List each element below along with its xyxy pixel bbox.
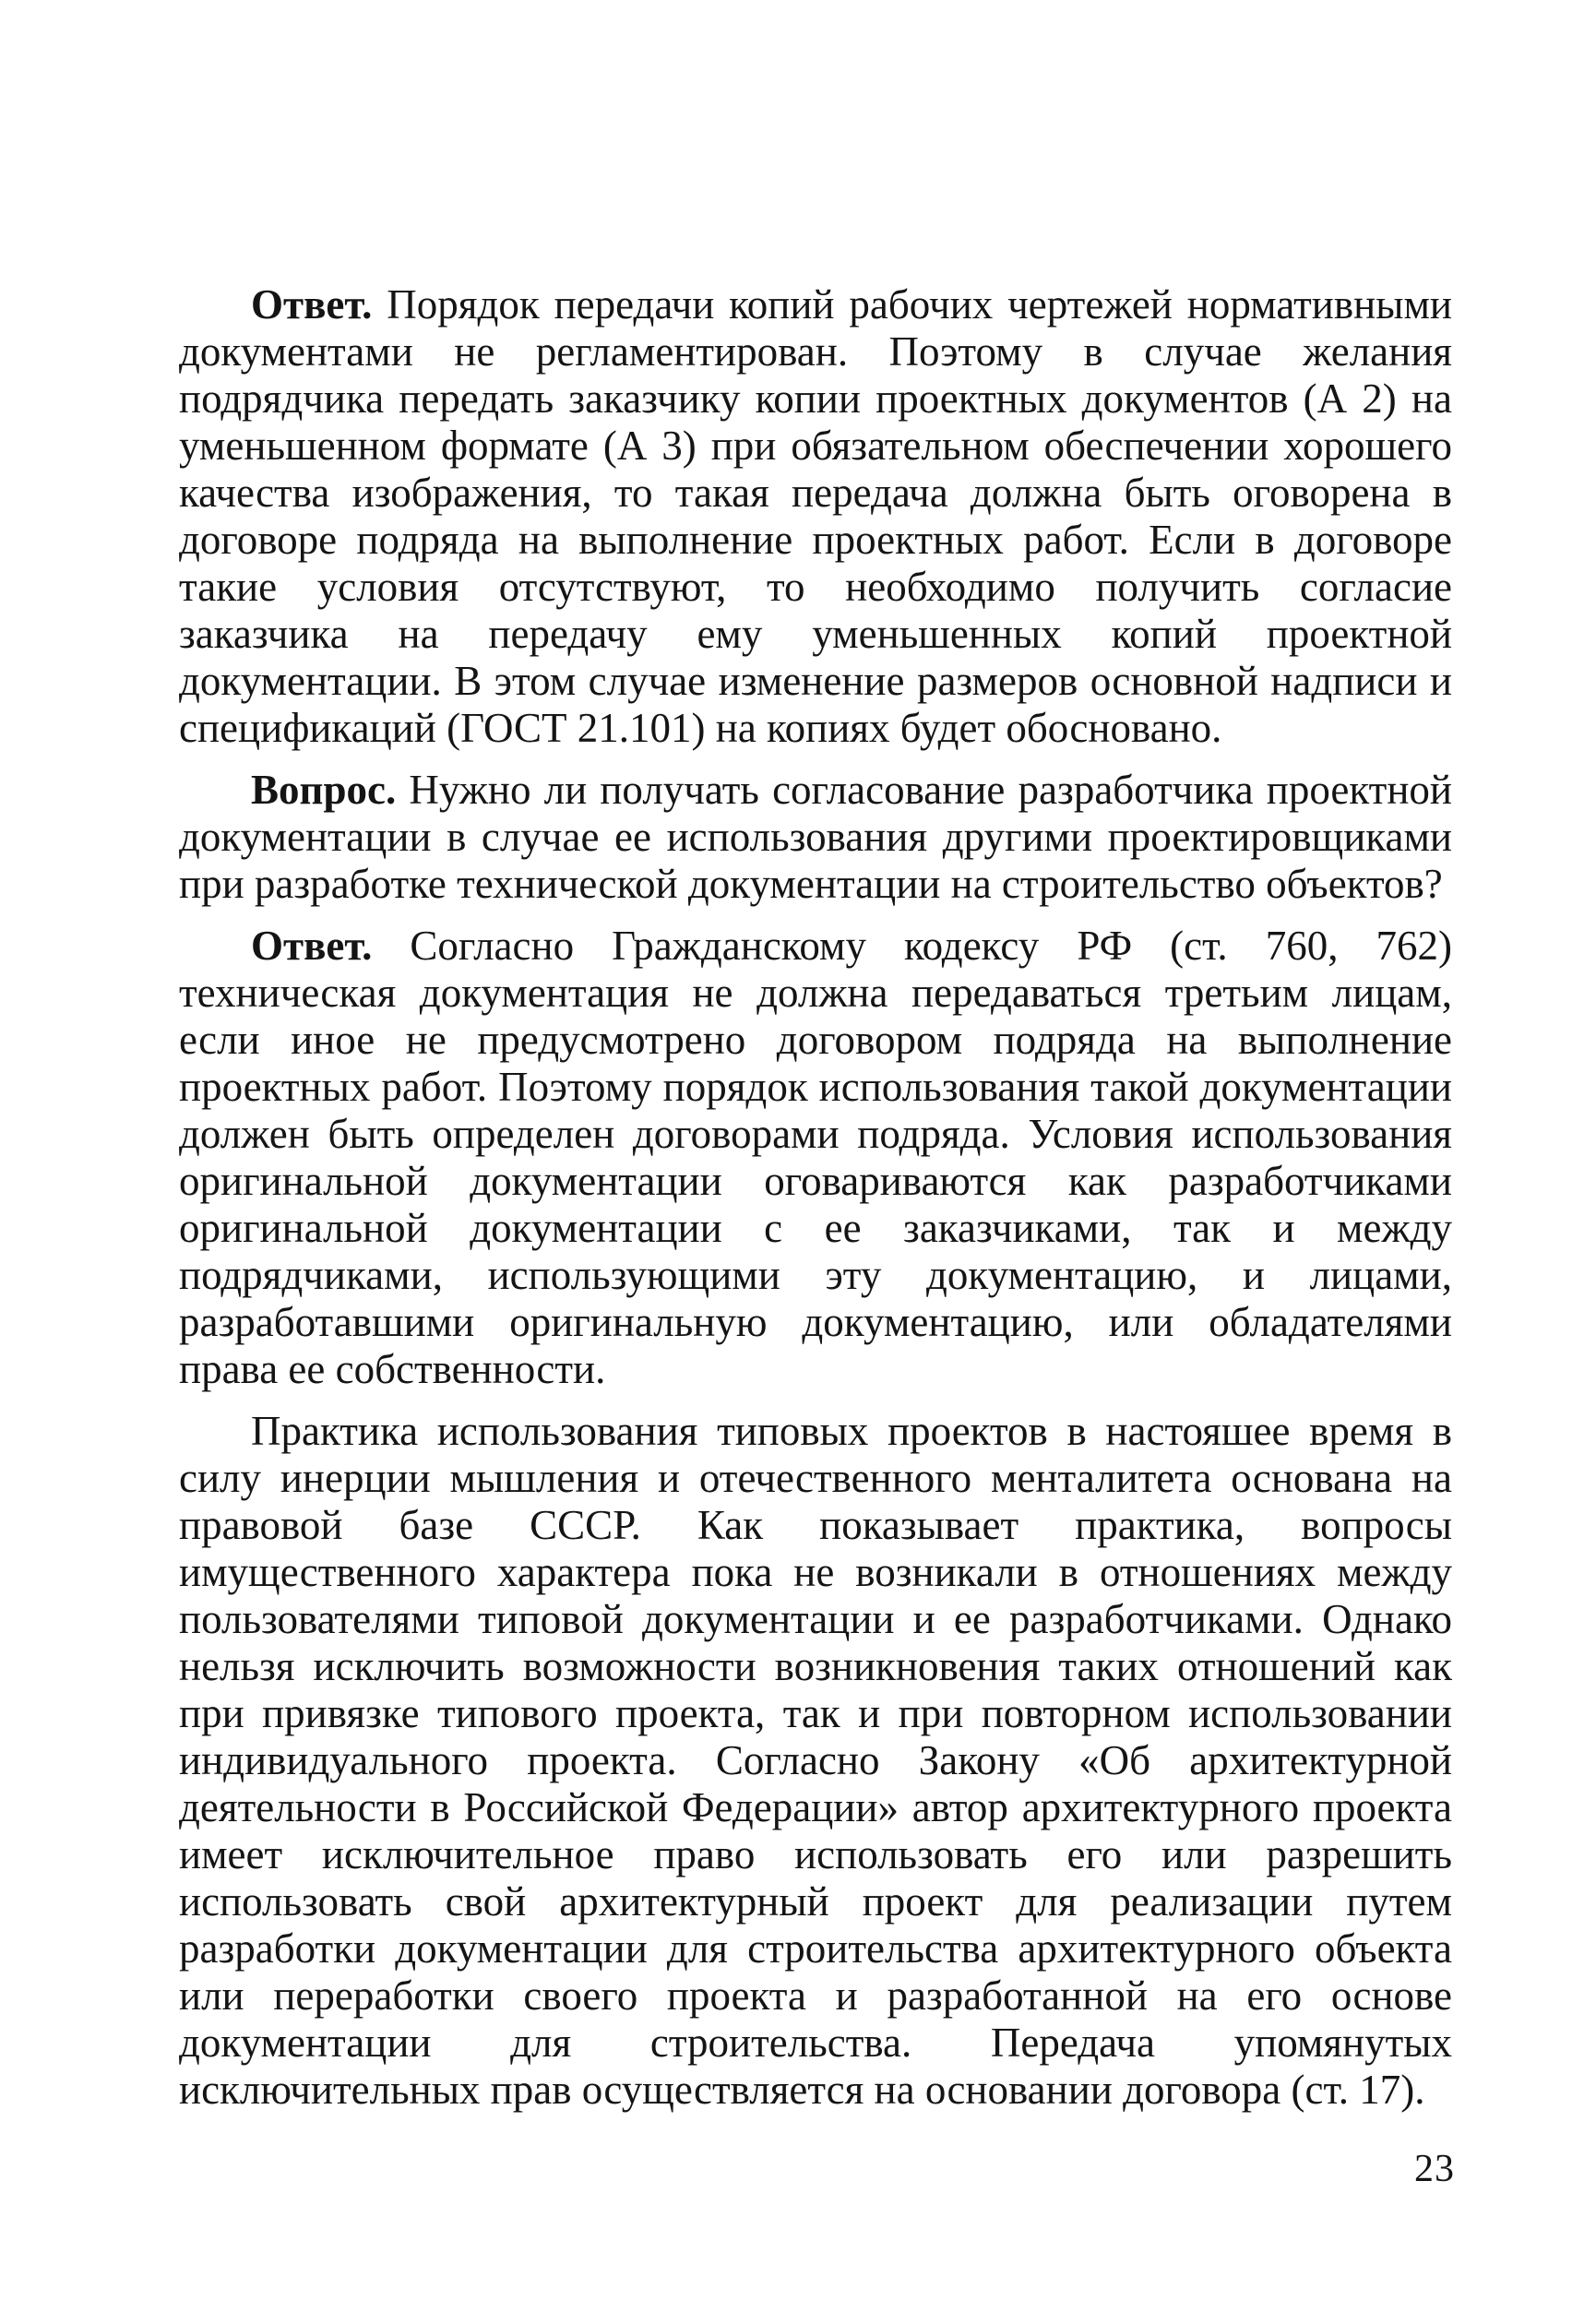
answer-paragraph-1 [179,281,1452,752]
question-paragraph [179,767,1452,908]
answer-label: Ответ. [251,923,373,969]
page-body [179,281,1452,2114]
answer-paragraph-2 [179,923,1452,1393]
answer-text: Согласно Гражданскому кодексу РФ (ст. 760, 762) техническая документация не должна передаваться третьим лицам, если иное не предусмотрено договором подряда на выполнение проектных работ. Поэтому порядок использования такой документации должен быть определен договорами подряда. Условия использования оригинальной документации оговариваются как разработчиками оригинальной документации с ее заказчиками, так и между подрядчиками, использующими эту документацию, и лицами, разработавшими оригинальную документацию, или обладателями права ее собственности. [179,923,1452,1392]
body-paragraph [179,1408,1452,2114]
answer-text: Порядок передачи копий рабочих чертежей нормативными документами не регламентирован. Поэтому в случае желания подрядчика передать заказчику копии проектных документов (А 2) на уменьшенном формате (А 3) при обязательном обеспечении хорошего качества изображения, то такая передача должна быть оговорена в договоре подряда на выполнение проектных работ. Если в договоре такие условия отсутствуют, то необходимо получить согласие заказчика на передачу ему уменьшенных копий проектной документации. В этом случае изменение размеров основной надписи и спецификаций (ГОСТ 21.101) на копиях будет обосновано. [179,281,1453,751]
question-text: Нужно ли получать согласование разработчика проектной документации в случае ее использования другими проектировщиками при разработке технической документации на строительство объектов? [179,767,1452,907]
body-text: Практика использования типовых проектов в настояшее время в силу инерции мышления и отечественного менталитета основана на правовой базе СССР. Как показывает практика, вопросы имущественного характера пока не возникали в отношениях между пользователями типовой документации и ее разработчиками. Однако нельзя исключить возможности возникновения таких отношений как при привязке типового проекта, так и при повторном использовании индивидуального проекта. Согласно Закону «Об архитектурной деятельности в Российской Федерации» автор архитектурного проекта имеет исключительное право использовать его или разрешить использовать свой архитектурный проект для реализации путем разработки документации для строительства архитектурного объекта или переработки своего проекта и разработанной на его основе документации для строительства. Передача упомянутых исключительных прав осуществляется на основании договора (ст. 17). [179,1408,1452,2113]
question-label: Вопрос. [251,767,397,813]
page-number: 23 [1414,2148,1455,2190]
answer-label: Ответ. [251,281,373,328]
